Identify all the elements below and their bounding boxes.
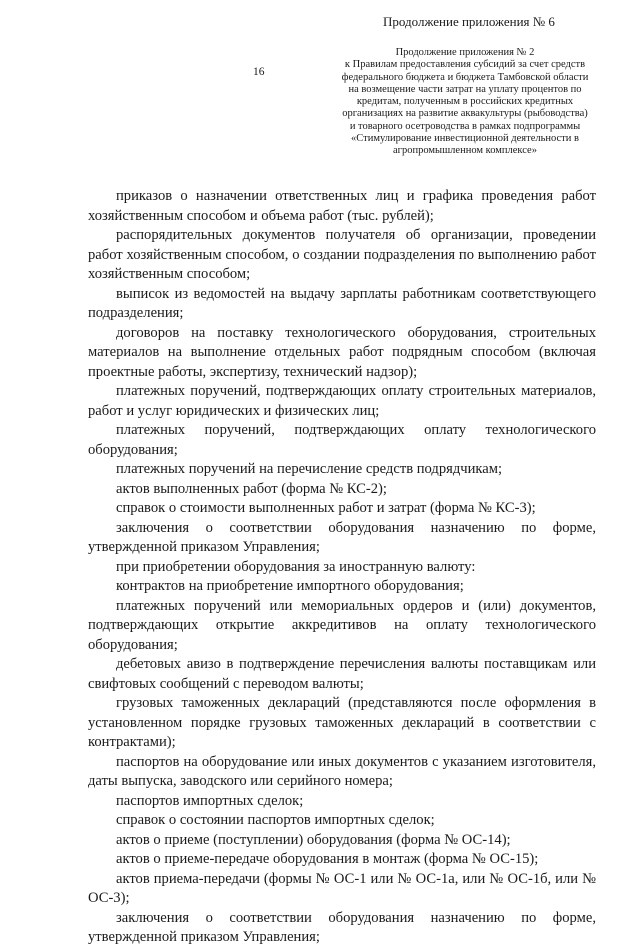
list-item: контрактов на приобретение импортного оборудования; xyxy=(116,578,464,594)
annex-line: федерального бюджета и бюджета Тамбовской области xyxy=(341,71,589,83)
list-item: платежных поручений, подтверждающих оплату технологического оборудования; xyxy=(88,422,596,458)
list-item: заключения о соответствии оборудования назначению по форме, утвержденной приказом Управления; xyxy=(88,519,596,555)
list-item: грузовых таможенных деклараций (представляются после оформления в установленном порядке грузовых таможенных деклараций в соответствии с контрактами); xyxy=(88,695,596,750)
list-item: паспортов импортных сделок; xyxy=(116,792,304,809)
list-item: актов о приеме (поступлении) оборудования (форма № ОС-14); xyxy=(116,831,511,848)
list-item: актов о приеме-передаче оборудования в монтаж (форма № ОС-15); xyxy=(116,851,539,867)
annex-line: к Правилам предоставления субсидий за счет средств xyxy=(344,59,586,71)
list-item: актов выполненных работ (форма № КС-2); xyxy=(116,480,387,497)
page-number: 16 xyxy=(253,66,265,78)
list-item: платежных поручений на перечисление средств подрядчикам; xyxy=(116,461,503,477)
annex-line: организациях на развитие аквакультуры (рыбоводства) xyxy=(342,108,588,120)
list-item: справок о состоянии паспортов импортных сделок; xyxy=(116,812,435,828)
list-item: заключения о соответствии оборудования назначению по форме, утвержденной приказом Управления; xyxy=(88,909,596,945)
document-body xyxy=(88,187,596,948)
annex-line: агропромышленном комплексе» xyxy=(393,145,537,157)
annex-line: и товарного осетроводства в рамках подпрограммы xyxy=(349,120,581,132)
list-item: справок о стоимости выполненных работ и затрат (форма № КС-3); xyxy=(116,500,536,516)
list-item: дебетовых авизо в подтверждение перечисления валюты поставщикам или свифтовых сообщений с переводом валюты; xyxy=(88,656,596,692)
annex-line: на возмещение части затрат на уплату процентов по xyxy=(348,83,582,95)
annex-line: Продолжение приложения № 2 xyxy=(395,47,535,58)
continuation-note: Продолжение приложения № 6 xyxy=(383,14,555,29)
list-item: выписок из ведомостей на выдачу зарплаты работникам соответствующего подразделения; xyxy=(88,285,596,321)
list-item: договоров на поставку технологического оборудования, строительных материалов на выполнение отдельных работ подрядным способом (включая проектные работы, экспертизу, технический надзор); xyxy=(88,324,596,380)
list-item: актов приема-передачи (формы № ОС-1 или № ОС-1а, или № ОС-1б, или № ОС-3); xyxy=(88,870,596,906)
list-item: платежных поручений или мемориальных ордеров и (или) документов, подтверждающих открытие аккредитивов на оплату технологического оборудования; xyxy=(88,597,596,653)
list-item: платежных поручений, подтверждающих оплату строительных материалов, работ и услуг юридических и физических лиц; xyxy=(88,383,596,419)
list-item: распорядительных документов получателя об организации, проведении работ хозяйственным способом, о создании подразделения по выполнению работ хозяйственным способом; xyxy=(88,227,596,282)
list-item: приказов о назначении ответственных лиц и графика проведения работ хозяйственным способом и объема работ (тыс. рублей); xyxy=(88,188,596,224)
annex-line: «Стимулирование инвестиционной деятельности в xyxy=(351,133,579,145)
annex-header-block xyxy=(325,47,605,158)
list-item: при приобретении оборудования за иностранную валюту: xyxy=(116,558,476,575)
annex-line: кредитам, полученным в российских кредитных xyxy=(356,96,574,108)
list-item: паспортов на оборудование или иных документов с указанием изготовителя, даты выпуска, заводского или серийного номера; xyxy=(88,753,596,789)
